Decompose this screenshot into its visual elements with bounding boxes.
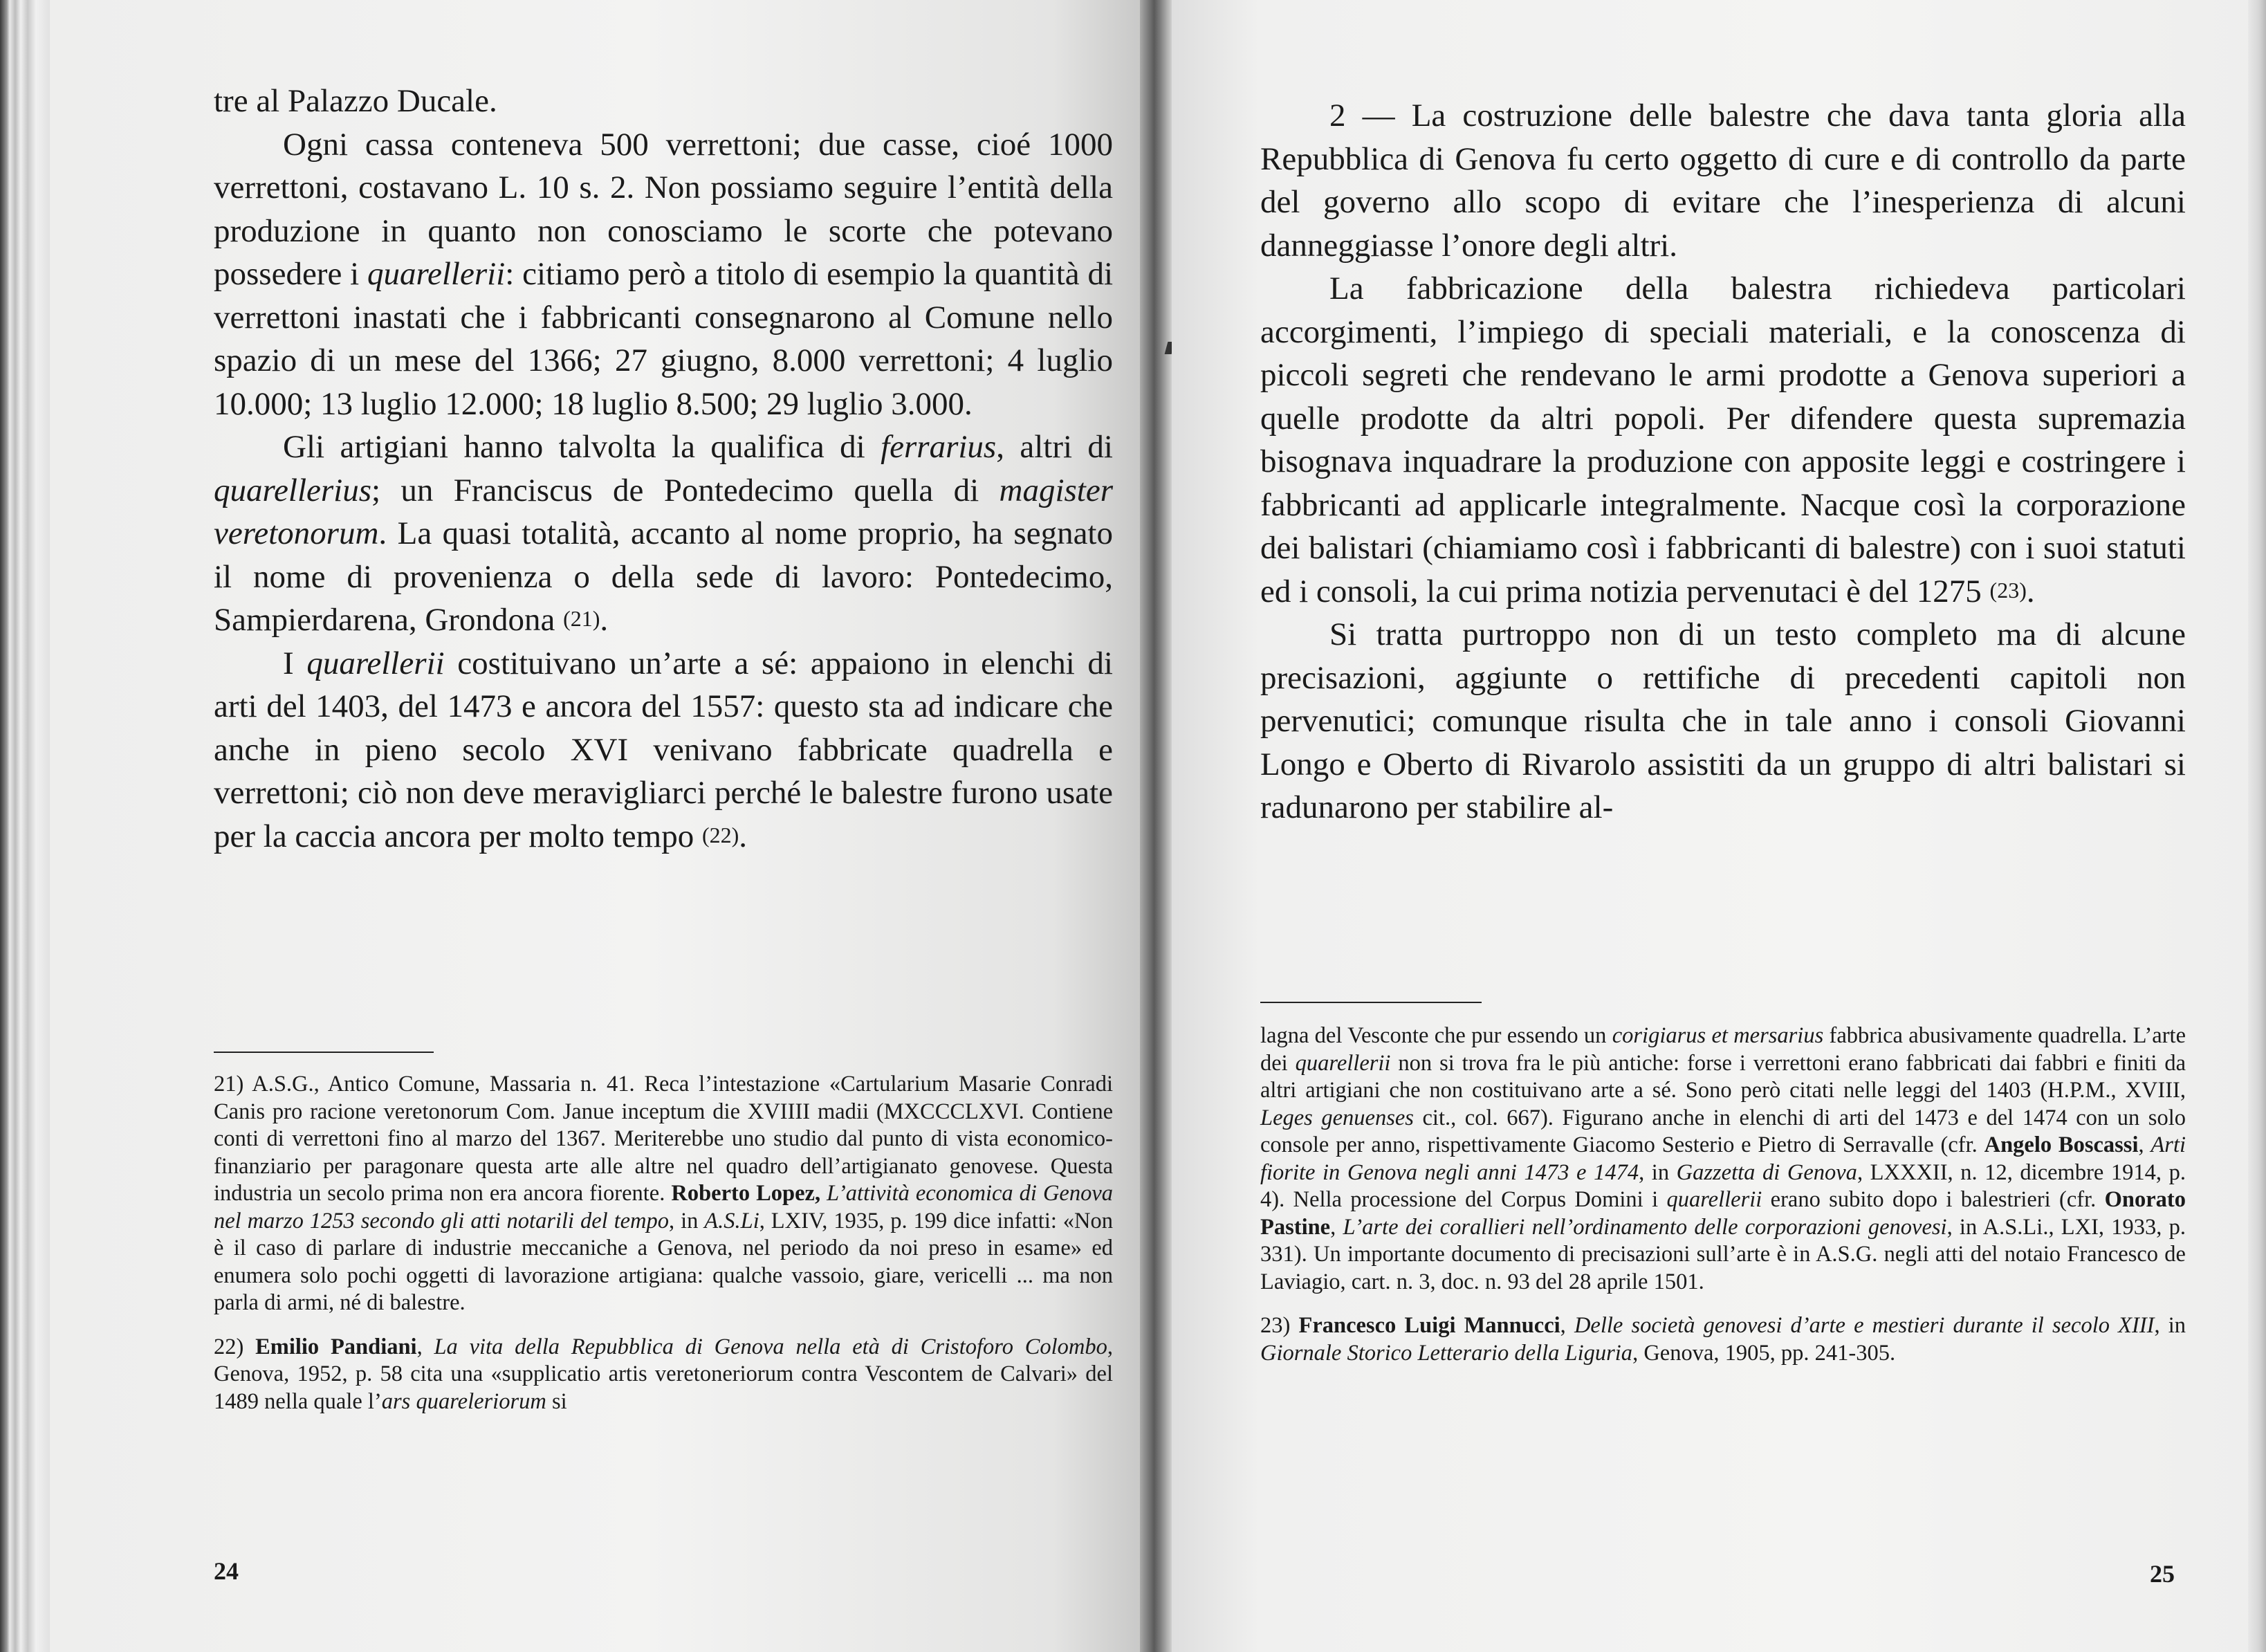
right-footnotes [1260,1022,2186,1367]
gutter [1140,0,1172,1652]
paragraph: 2 — La costruzione delle balestre che dava tanta gloria alla Repubblica di Genova fu certo oggetto di cure e di controllo da parte del governo allo scopo di evitare che l’inesperienza di alcuni danneggiasse l’onore degli altri. [1260,98,2186,264]
paragraph: Ogni cassa conteneva 500 verrettoni; due casse, cioé 1000 verrettoni, costavano L. 10 s. 2. Non possiamo seguire l’entità della produzione in quanto non conosciamo le scorte che potevano possedere i quarellerii: citiamo però a titolo di esempio la quantità di verrettoni inastati che i fabbricanti consegnarono al Comune nello spazio di un mese del 1366; 27 giugno, 8.000 verrettoni; 4 luglio 10.000; 13 luglio 12.000; 18 luglio 8.500; 29 luglio 3.000. [214,126,1113,422]
left-page [50,0,1140,1652]
paragraph: Gli artigiani hanno talvolta la qualifica di ferrarius, altri di quarellerius; un Franciscus de Pontedecimo quella di magister veretonorum. La quasi totalità, accanto al nome proprio, ha segnato il nome di provenienza o della sede di lavoro: Pontedecimo, Sampierdarena, Grondona (21). [214,429,1113,638]
left-body-text [214,80,1113,858]
paragraph: I quarellerii costituivano un’arte a sé: appaiono in elenchi di arti del 1403, del 1473 e ancora del 1557: questo sta ad indicare che anche in pieno secolo XVI venivano fabbricate quadrella e verrettoni; ciò non deve meravigliarci perché le balestre furono usate per la caccia ancora per molto tempo (22). [214,645,1113,854]
left-footnotes [214,1071,1113,1415]
page-number: 24 [214,1557,239,1585]
footnote-ref: (23) [1989,577,2027,603]
footnote-rule [1260,1002,1482,1003]
right-body-text [1260,94,2186,829]
footnote-21: 21) A.S.G., Antico Comune, Massaria n. 41. Reca l’intestazione «Cartularium Masarie Conradi Canis pro racione veretonorum Com. Janue inceptum die XVIIII madii (MXCCCLXVI. Contiene conti di verrettoni fino al marzo del 1367. Meriterebbe uno studio dal punto di vista economico-finanziario per paragonare questa arte alle altre nel quadro dell’artigianato genovese. Questa industria un secolo prima non era ancora fiorente. Roberto Lopez, L’attività economica di Genova nel marzo 1253 secondo gli atti notarili del tempo, in A.S.Li, LXIV, 1935, p. 199 dice infatti: «Non è il caso di parlare di industrie meccaniche a Genova, nel periodo da noi preso in esame» ed enumera solo pochi oggetti di lavorazione artigiana: qualche vassoio, giare, vericelli ... ma non parla di armi, né di balestre. [214,1072,1114,1315]
footnote-ref: (21) [563,606,600,631]
footnote-23: 23) Francesco Luigi Mannucci, Delle società genovesi d’arte e mestieri durante il secolo XIII, in Giornale Storico Letterario della Liguria, Genova, 1905, pp. 241-305. [1260,1313,2186,1366]
paragraph: La fabbricazione della balestra richiedeva particolari accorgimenti, l’impiego di speciali materiali, e la conoscenza di piccoli segreti che rendevano le armi prodotte a Genova superiori a quelle prodotte da altri popoli. Per difendere questa supremazia bisognava inquadrare la produzione con apposite leggi e costringere i fabbricanti ad applicarle integralmente. Nacque così la corporazione dei balistari (chiamiamo così i fabbricanti di balestre) con i suoi statuti ed i consoli, la cui prima notizia pervenutaci è del 1275 (23). [1260,270,2186,609]
paragraph: tre al Palazzo Ducale. [214,83,497,119]
page-number: 25 [2150,1560,2175,1588]
page-edge [2248,0,2266,1652]
footnote-ref: (22) [701,822,739,847]
right-page [1172,0,2266,1652]
footnote-rule [214,1052,434,1053]
binding-edge [0,0,50,1652]
paragraph: Si tratta purtroppo non di un testo completo ma di alcune precisazioni, aggiunte o rettifiche di precedenti capitoli non pervenutici; comunque risulta che in tale anno i consoli Giovanni Longo e Oberto di Rivarolo assistiti da un gruppo di altri balistari si radunarono per stabilire al- [1260,616,2186,825]
footnote-22: 22) Emilio Pandiani, La vita della Repubblica di Genova nella età di Cristoforo Colombo, Genova, 1952, p. 58 cita una «supplicatio artis veretoneriorum contra Vescontem de Calvari» del 1489 nella quale l’ars quareleriorum si [214,1334,1114,1414]
footnote-22-continued: lagna del Vesconte che pur essendo un corigiarus et mersarius fabbrica abusivamente quadrella. L’arte dei quarellerii non si trova fra le più antiche: forse i verrettoni erano fabbricati dai fabbri e finiti da altri artigiani che non costituivano arte a sé. Sono però citati nelle leggi del 1403 (H.P.M., XVIII, Leges genuenses cit., col. 667). Figurano anche in elenchi di arti del 1473 e del 1474 con un solo console per anno, rispettivamente Giacomo Sesterio e Pietro di Serravalle (cfr. Angelo Boscassi, Arti fiorite in Genova negli anni 1473 e 1474, in Gazzetta di Genova, LXXXII, n. 12, dicembre 1914, p. 4). Nella processione del Corpus Domini i quarellerii erano subito dopo i balestrieri (cfr. Onorato Pastine, L’arte dei corallieri nell’ordinamento delle corporazioni genovesi, in A.S.Li., LXI, 1933, p. 331). Un importante documento di precisazioni sull’arte è in A.S.G. negli atti del notaio Francesco de Laviagio, cart. n. 3, doc. n. 93 del 28 aprile 1501. [1260,1023,2186,1294]
